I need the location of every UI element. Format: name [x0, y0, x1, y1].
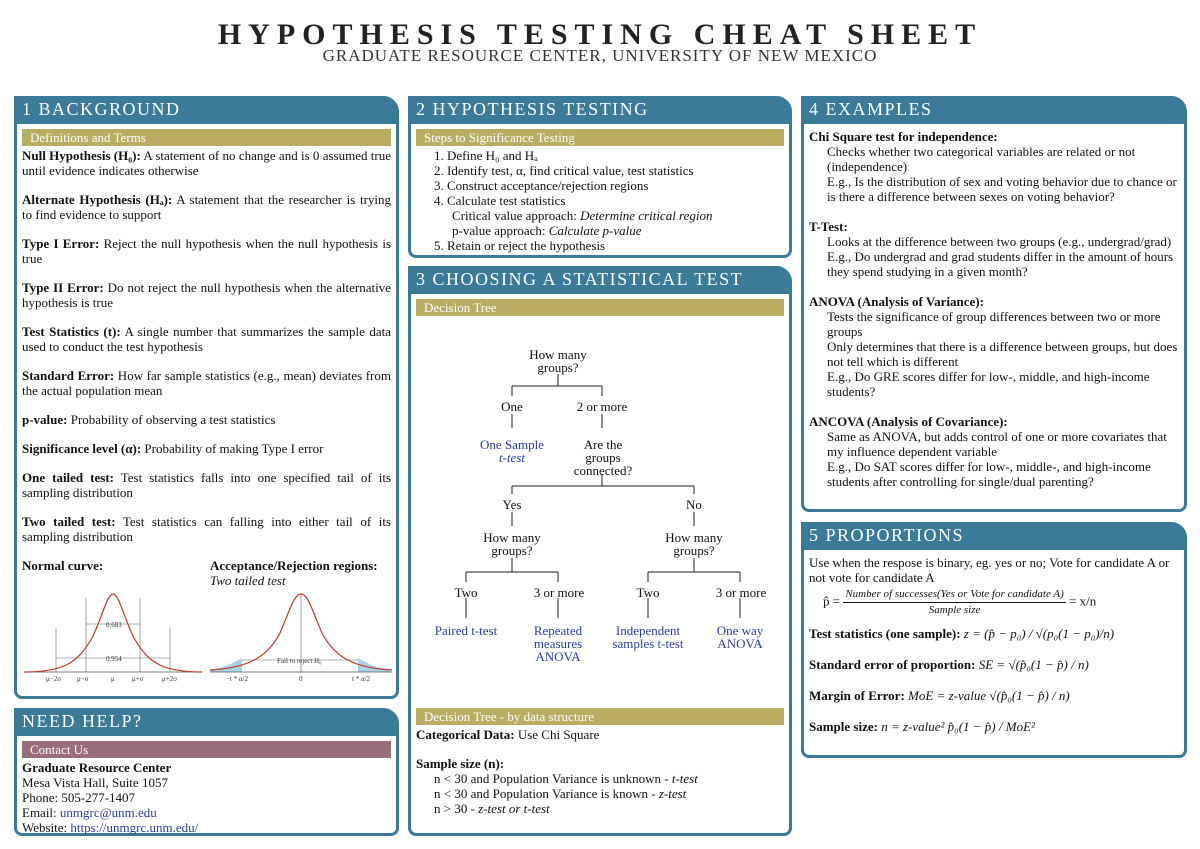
two-tailed-label: Two tailed test: [210, 573, 286, 588]
categorical-label: Categorical Data:: [416, 727, 515, 742]
tick-label: 0: [299, 675, 303, 683]
size-line: [416, 771, 784, 786]
tree-one: One: [501, 399, 523, 414]
step-item: 5. Retain or reject the hypothesis: [434, 238, 606, 253]
proportions-heading: 5 PROPORTIONS: [801, 522, 1187, 550]
page-subtitle: GRADUATE RESOURCE CENTER, UNIVERSITY OF NEW MEXICO: [322, 46, 878, 65]
choosing-heading: 3 CHOOSING A STATISTICAL TEST: [408, 266, 792, 294]
definition-item: [22, 280, 391, 310]
phat-numerator: Number of successes(Yes or Vote for candidate A): [843, 587, 1065, 603]
phat-eq: p̂ =: [823, 593, 841, 609]
example-title: ANOVA (Analysis of Variance):: [809, 294, 984, 309]
definition-text: Probability of making Type I error: [141, 441, 324, 456]
definition-term: Alternate Hypothesis (Hₐ):: [22, 192, 173, 207]
step-item: 3. Construct acceptance/rejection regions: [434, 178, 649, 193]
definition-item: [22, 192, 391, 222]
test-stat-label: Test statistics (one sample):: [809, 626, 961, 641]
definition-item: [22, 368, 391, 398]
example-line: Only determines that there is a difference between groups, but does not tell which is different: [827, 339, 1178, 369]
fail-label: Fail to reject H₀: [277, 657, 322, 665]
phat-formula: [809, 587, 1179, 618]
definition-term: Significance level (α):: [22, 441, 142, 456]
example-line: Tests the significance of group differences between two or more groups: [827, 309, 1161, 339]
definition-item: [22, 514, 391, 544]
tick-label: μ−2σ: [46, 675, 61, 683]
definition-item: [22, 412, 391, 427]
tree-connected: Are the groups connected?: [573, 437, 633, 478]
example-line: Checks whether two categorical variables are related or not (independence): [827, 144, 1136, 174]
phat-xn: = x/n: [1069, 593, 1097, 609]
size-line-text: n < 30 and Population Variance is unknown -: [434, 771, 672, 786]
tree-t-test: t-test: [499, 450, 525, 465]
sample-size-formula: n = z-value² p̂₀(1 − p̂) / MoE²: [881, 719, 1035, 734]
tree-how-many-right: How many groups?: [665, 530, 723, 558]
contact-address: Mesa Vista Hall, Suite 1057: [22, 775, 168, 790]
step-item: 4. Calculate test statistics: [434, 193, 566, 208]
data-structure-bar: Decision Tree - by data structure: [416, 708, 784, 725]
tree-yes: Yes: [502, 497, 522, 512]
tree-paired: Paired t-test: [434, 623, 498, 638]
phat-denominator: Sample size: [928, 604, 981, 616]
contact-phone: Phone: 505-277-1407: [22, 790, 136, 805]
definition-item: [22, 441, 391, 456]
contact-name: Graduate Resource Center: [22, 760, 172, 775]
definition-text: Test statistics falls into one specified tail of its sampling distribution: [22, 470, 392, 500]
email-link[interactable]: unmgrc@unm.edu: [59, 805, 157, 820]
size-line-test: t-test: [671, 771, 698, 786]
acceptance-label: Acceptance/Rejection regions:: [210, 558, 378, 573]
step-item: 2. Identify test, α, find critical value, test statistics: [434, 163, 694, 178]
definition-term: Standard Error:: [22, 368, 115, 383]
definitions-list: [22, 148, 391, 544]
step-item: 1. Define H₀ and Hₐ: [434, 148, 538, 163]
tree-root: How many groups?: [529, 347, 587, 375]
definition-text: A statement that the researcher is trying to find evidence to support: [22, 192, 392, 222]
tree-repeated: Repeated measures ANOVA: [533, 623, 583, 664]
tree-one-sample: One Sample: [480, 437, 544, 452]
tree-three-right: 3 or more: [715, 585, 767, 600]
proportions-panel: [801, 522, 1187, 758]
examples-list: [809, 129, 1179, 505]
email-label: Email:: [22, 805, 60, 820]
size-line-text: n < 30 and Population Variance is known -: [434, 786, 659, 801]
proportions-intro: Use when the respose is binary, eg. yes or no; Vote for candidate A or not vote for candidate A: [809, 555, 1170, 585]
definition-item: [22, 148, 391, 178]
curves-svg: [22, 588, 394, 684]
critical-value-text: Determine critical region: [580, 208, 713, 223]
pvalue-text: Calculate p-value: [548, 223, 642, 238]
tree-two-left: Two: [454, 585, 478, 600]
tick-label: μ−σ: [77, 675, 89, 683]
definition-term: p-value:: [22, 412, 68, 427]
tree-how-many-left: How many groups?: [483, 530, 541, 558]
tree-two-right: Two: [636, 585, 660, 600]
tree-no: No: [686, 497, 702, 512]
tree-oneway: One way ANOVA: [716, 623, 764, 651]
definition-item: [22, 470, 391, 500]
decision-tree: [416, 318, 784, 708]
size-line-text: n > 30 -: [434, 801, 479, 816]
definition-term: Null Hypothesis (H₀):: [22, 148, 141, 163]
size-line: [416, 786, 784, 801]
definition-term: Type II Error:: [22, 280, 104, 295]
definition-text: A statement of no change and is 0 assumed true until evidence indicates otherwise: [22, 148, 391, 178]
choosing-panel: [408, 266, 792, 836]
definition-item: [22, 236, 391, 266]
se-label: Standard error of proportion:: [809, 657, 976, 672]
normal-curve-label: Normal curve:: [22, 558, 104, 573]
definition-term: Type I Error:: [22, 236, 100, 251]
examples-panel: [801, 96, 1187, 512]
examples-heading: 4 EXAMPLES: [801, 96, 1187, 124]
moe-label: Margin of Error:: [809, 688, 905, 703]
example-line: E.g., Do undergrad and grad students differ in the amount of hours they spend studying in a given month?: [827, 249, 1174, 279]
example-title: Chi Square test for independence:: [809, 129, 998, 144]
definition-text: Reject the null hypothesis when the null hypothesis is true: [22, 236, 392, 266]
steps-bar: Steps to Significance Testing: [416, 129, 784, 146]
size-line: [416, 801, 784, 816]
example-title: ANCOVA (Analysis of Covariance):: [809, 414, 1008, 429]
example-line: Same as ANOVA, but adds control of one or more covariates that my influence dependent variable: [827, 429, 1167, 459]
definition-term: One tailed test:: [22, 470, 114, 485]
help-panel: [14, 708, 399, 836]
definitions-bar: Definitions and Terms: [22, 129, 391, 146]
tree-two-or-more: 2 or more: [576, 399, 628, 414]
background-heading: 1 BACKGROUND: [14, 96, 399, 124]
definition-term: Two tailed test:: [22, 514, 116, 529]
se-formula: SE = √(p̂₀(1 − p̂) / n): [978, 657, 1089, 672]
tree-three-left: 3 or more: [533, 585, 585, 600]
definition-item: [22, 324, 391, 354]
decision-tree-bar: Decision Tree: [416, 299, 784, 316]
tree-independent: Independent samples t-test: [612, 623, 684, 651]
sample-size-label: Sample size (n):: [416, 756, 505, 771]
definition-term: Test Statistics (t):: [22, 324, 121, 339]
tick-label: t * α/2: [352, 675, 371, 683]
contact-bar: Contact Us: [22, 741, 391, 758]
curves-area: [22, 558, 391, 683]
page-title: HYPOTHESIS TESTING CHEAT SHEET: [217, 18, 983, 51]
label-954: 0.954: [106, 655, 122, 663]
moe-formula: MoE = z-value √(p̂₀(1 − p̂) / n): [908, 688, 1070, 703]
background-panel: [14, 96, 399, 699]
example-line: E.g., Do GRE scores differ for low-, middle, and high-income students?: [827, 369, 1150, 399]
definition-text: Test statistics can falling into either tail of its sampling distribution: [22, 514, 391, 544]
definition-text: Do not reject the null hypothesis when the alternative hypothesis is true: [22, 280, 391, 310]
help-heading: NEED HELP?: [14, 708, 399, 736]
definition-text: How far sample statistics (e.g., mean) deviates from the actual population mean: [22, 368, 391, 398]
pvalue-label: p-value approach:: [452, 223, 549, 238]
size-line-test: z-test or t-test: [478, 801, 550, 816]
tick-label: μ: [111, 675, 115, 683]
sample-size-formula-label: Sample size:: [809, 719, 878, 734]
tick-label: μ+σ: [132, 675, 144, 683]
website-label: Website:: [22, 820, 71, 835]
critical-value-label: Critical value approach:: [452, 208, 581, 223]
website-link[interactable]: https://unmgrc.unm.edu/: [70, 820, 199, 835]
test-stat-formula: z = (p̂ − p₀) / √(p₀(1 − p₀)/n): [963, 626, 1115, 641]
definition-text: Probability of observing a test statistics: [67, 412, 276, 427]
example-line: E.g., Is the distribution of sex and voting behavior due to chance or is there a difference between sexes on voting behavior?: [827, 174, 1177, 204]
label-683: 0.683: [106, 621, 122, 629]
example-line: E.g., Do SAT scores differ for low-, middle-, and high-income students after controlling for single/dual parenting?: [827, 459, 1151, 489]
testing-panel: [408, 96, 792, 258]
example-line: Looks at the difference between two groups (e.g., undergrad/grad): [827, 234, 1172, 249]
tick-label: μ+2σ: [162, 675, 177, 683]
testing-heading: 2 HYPOTHESIS TESTING: [408, 96, 792, 124]
size-line-test: z-test: [658, 786, 687, 801]
definition-text: A single number that summarizes the sample data used to conduct the test hypothesis: [22, 324, 392, 354]
example-title: T-Test:: [809, 219, 848, 234]
categorical-text: Use Chi Square: [514, 727, 600, 742]
tick-label: −t * α/2: [226, 675, 249, 683]
